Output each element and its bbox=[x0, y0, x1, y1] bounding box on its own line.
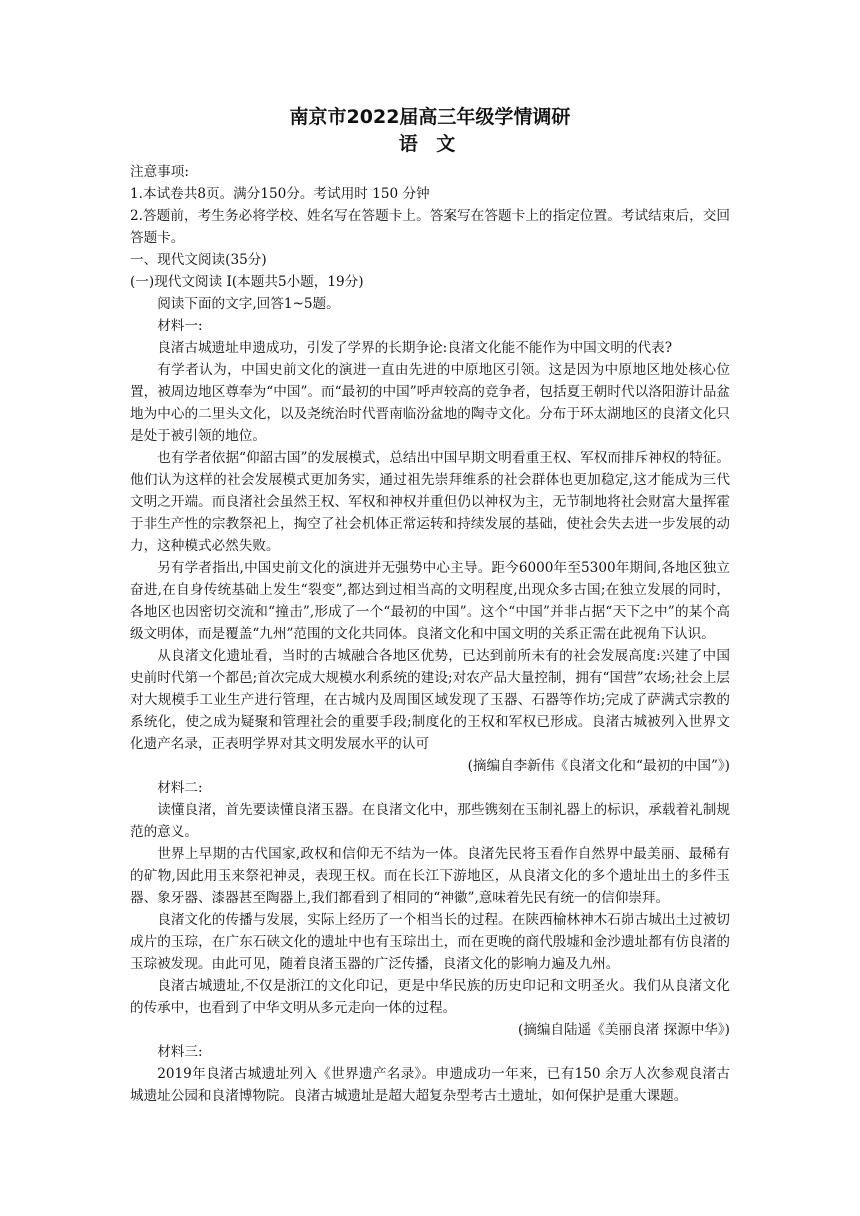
subsection-heading: (一)现代文阅读 I(本题共5小题，19分) bbox=[130, 274, 364, 290]
material-1-paragraph: 有学者认为，中国史前文化的演进一直由先进的中原地区引领。这是因为中原地区地处核心位置，被周边地区尊奉为“中国”。而“最初的中国”呼声较高的竞争者，包括夏王朝时代以洛阳游计品盆地为中心的二里头文化，以及尧统治时代晋南临汾盆地的陶寺文化。分布于环太湖地区的良渚文化只是处于被引领的地位。 bbox=[130, 362, 730, 444]
section-heading: 一、现代文阅读(35分) bbox=[130, 252, 267, 268]
material-1-label: 材料一: bbox=[157, 318, 203, 334]
material-1-paragraph: 另有学者指出,中国史前文化的演进并无强势中心主导。距今6000年至5300年期间,各地区独立奋进,在自身传统基础上发生“裂变”,都达到过相当高的文明程度,出现众多古国;在独立发展的同时，各地区也因密切交流和“撞击”,形成了一个“最初的中国”。这个“中国”并非占据“天下之中”的某个高级文明体，而是覆盖“九州”范围的文化共同体。良渚文化和中国文明的关系正需在此视角下认识。 bbox=[130, 560, 730, 642]
material-1-paragraph: 从良渚文化遗址看，当时的古城融合各地区优势，已达到前所未有的社会发展高度:兴建了中国史前时代第一个都邑;首次完成大规模水利系统的建设;对农产品大量控制，拥有“国营”农场;社会上层对大规模手工业生产进行管理，在古城内及周围区域发现了玉器、石器等作坊;完成了萨满式宗教的系统化，使之成为疑聚和管理社会的重要手段;制度化的王权和军权已形成。良渚古城被列入世界文化遗产名录，正表明学界对其文明发展水平的认可 bbox=[130, 648, 730, 752]
material-2-source: (摘编自陆遥《美丽良渚 探源中华》) bbox=[517, 1022, 730, 1038]
exam-page bbox=[130, 100, 730, 1107]
material-3-paragraph: 2019年良渚古城遗址列入《世界遗产名录》。申遗成功一年来，已有150 余万人次参观良渚古城遗址公园和良渚博物院。良渚古城遗址是超大超复杂型考古土遗址，如何保护是重大课题。 bbox=[130, 1066, 730, 1104]
material-1-paragraph: 良渚古城遗址申遗成功，引发了学界的长期争论:良渚文化能不能作为中国文明的代表? bbox=[157, 340, 673, 356]
material-1-source: (摘编自李新伟《良渚文化和“最初的中国”》) bbox=[467, 758, 730, 774]
material-2-paragraph: 良渚古城遗址,不仅是浙江的文化印记，更是中华民族的历史印记和文明圣火。我们从良渚文化的传承中，也看到了中华文明从多元走向一体的过程。 bbox=[130, 978, 730, 1016]
material-3-label: 材料三: bbox=[157, 1044, 203, 1060]
material-2-paragraph: 世界上早期的古代国家,政权和信仰无不结为一体。良渚先民将玉看作自然界中最美丽、最稀有的矿物,因此用玉来祭祀神灵，表现王权。而在长江下游地区，从良渚文化的多个遗址出土的多件玉器、象牙器、漆器甚至陶器上,我们都看到了相同的“神徽”,意味着先民有统一的信仰崇拜。 bbox=[130, 846, 730, 906]
material-1-paragraph: 也有学者依据“仰韶古国”的发展模式，总结出中国早期文明看重王权、军权而排斥神权的特征。他们认为这样的社会发展模式更加务实，通过祖先崇拜维系的社会群体也更加稳定,这才能成为三代文明之开端。而良渚社会虽然王权、军权和神权并重但仍以神权为主，无节制地将社会财富大量挥霍于非生产性的宗教祭祀上，掏空了社会机体正常运转和持续发展的基础，使社会失去进一步发展的动力，这种模式必然失败。 bbox=[130, 450, 730, 554]
exam-subject: 语 文 bbox=[398, 133, 462, 155]
material-2-label: 材料二: bbox=[157, 780, 203, 796]
reading-instruction: 阅读下面的文字,回答1~5题。 bbox=[157, 296, 340, 312]
notice-heading: 注意事项: bbox=[130, 164, 189, 180]
notice-item-1: 1.本试卷共8页。满分150分。考试用时 150 分钟 bbox=[130, 186, 430, 202]
material-2-paragraph: 良渚文化的传播与发展，实际上经历了一个相当长的过程。在陕西榆林神木石峁古城出土过被切成片的玉琮，在广东石硖文化的遗址中也有玉琮出土，而在更晚的商代殷墟和金沙遗址都有仿良渚的玉琮被发现。由此可见，随着良渚玉器的广泛传播，良渚文化的影响力遍及九州。 bbox=[130, 912, 730, 972]
exam-title: 南京市2022届高三年级学情调研 bbox=[289, 106, 571, 128]
notice-item-2: 2.答题前，考生务必将学校、姓名写在答题卡上。答案写在答题卡上的指定位置。考试结束后，交回答题卡。 bbox=[130, 208, 730, 246]
material-2-paragraph: 读懂良渚，首先要读懂良渚玉器。在良渚文化中，那些镌刻在玉制礼器上的标识，承载着礼制规范的意义。 bbox=[130, 802, 730, 840]
